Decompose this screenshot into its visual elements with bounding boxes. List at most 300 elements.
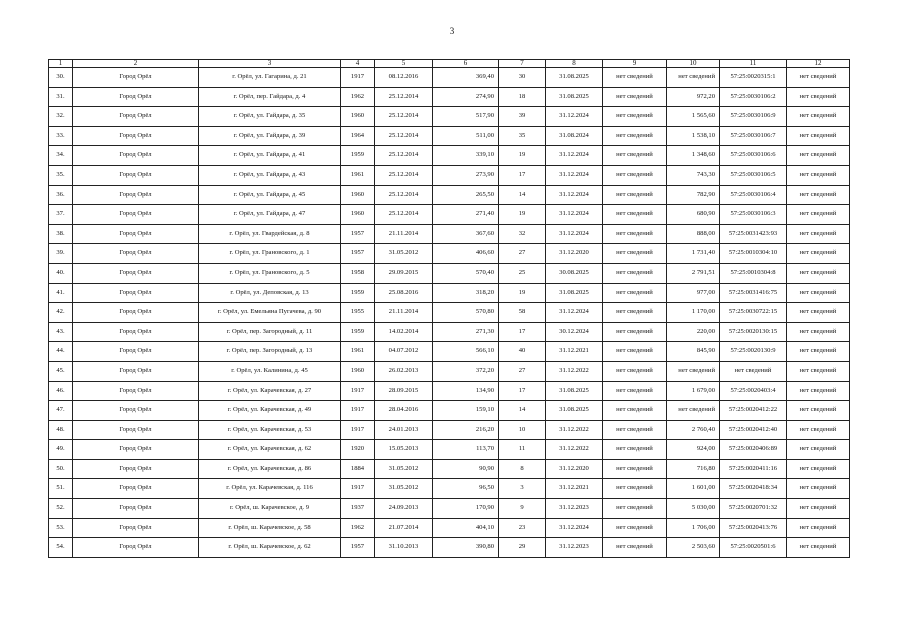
cell-deadline: 31.12.2024 [546,146,603,166]
cell-residents: 58 [499,303,546,323]
cell-address: г. Орёл, ул. Карачевская, д. 62 [199,440,341,460]
cell-info-a: нет сведений [603,342,667,362]
cell-num: 34. [49,146,73,166]
column-header-9: 9 [603,60,667,68]
cell-date: 25.12.2014 [375,126,433,146]
cell-residents: 19 [499,283,546,303]
cell-area: 159,10 [433,401,499,421]
table-row [49,87,850,107]
cell-num: 35. [49,165,73,185]
cell-num: 52. [49,499,73,519]
cell-municipality: Город Орёл [73,303,199,323]
cell-land-area: 977,00 [667,283,720,303]
cell-address: г. Орёл, ул. Гайдара, д. 45 [199,185,341,205]
cell-municipality: Город Орёл [73,185,199,205]
cell-land-area: 2 791,51 [667,263,720,283]
cell-info-b: нет сведений [787,224,850,244]
cell-cadastral-number: 57:25:0020130:15 [720,322,787,342]
cell-cadastral-number: 57:25:0020412:22 [720,401,787,421]
cell-cadastral-number: 57:25:0031423:93 [720,224,787,244]
cell-deadline: 31.12.2024 [546,185,603,205]
cell-deadline: 30.08.2025 [546,263,603,283]
cell-date: 31.05.2012 [375,459,433,479]
cell-area: 372,20 [433,361,499,381]
cell-municipality: Город Орёл [73,68,199,88]
cell-info-a: нет сведений [603,440,667,460]
cell-date: 31.05.2012 [375,479,433,499]
cell-area: 369,40 [433,68,499,88]
cell-municipality: Город Орёл [73,361,199,381]
cell-deadline: 31.08.2025 [546,283,603,303]
cell-area: 511,00 [433,126,499,146]
cell-num: 48. [49,420,73,440]
cell-residents: 17 [499,165,546,185]
cell-residents: 30 [499,68,546,88]
table-row [49,538,850,558]
cell-info-b: нет сведений [787,87,850,107]
cell-land-area: нет сведений [667,401,720,421]
cell-area: 271,40 [433,205,499,225]
table-row [49,303,850,323]
cell-date: 15.05.2013 [375,440,433,460]
cell-land-area: 972,20 [667,87,720,107]
cell-num: 31. [49,87,73,107]
cell-info-b: нет сведений [787,538,850,558]
table-row [49,126,850,146]
header-row [49,60,850,68]
column-header-8: 8 [546,60,603,68]
cell-municipality: Город Орёл [73,499,199,519]
cell-residents: 40 [499,342,546,362]
cell-info-a: нет сведений [603,107,667,127]
cell-address: г. Орёл, пер. Гайдара, д. 4 [199,87,341,107]
cell-num: 37. [49,205,73,225]
table-row [49,459,850,479]
cell-municipality: Город Орёл [73,381,199,401]
cell-info-b: нет сведений [787,381,850,401]
cell-deadline: 31.12.2021 [546,479,603,499]
cell-cadastral-number: 57:25:0030106:7 [720,126,787,146]
cell-area: 265,50 [433,185,499,205]
cell-residents: 29 [499,538,546,558]
cell-info-b: нет сведений [787,401,850,421]
cell-date: 28.09.2015 [375,381,433,401]
cell-residents: 17 [499,381,546,401]
column-header-11: 11 [720,60,787,68]
cell-info-a: нет сведений [603,185,667,205]
cell-info-b: нет сведений [787,68,850,88]
cell-municipality: Город Орёл [73,107,199,127]
cell-num: 30. [49,68,73,88]
cell-address: г. Орёл, ул. Гайдара, д. 41 [199,146,341,166]
cell-municipality: Город Орёл [73,518,199,538]
cell-date: 29.09.2015 [375,263,433,283]
table-body [49,68,850,558]
table-row [49,146,850,166]
cell-deadline: 31.12.2023 [546,499,603,519]
cell-info-a: нет сведений [603,499,667,519]
cell-municipality: Город Орёл [73,342,199,362]
cell-info-a: нет сведений [603,381,667,401]
cell-info-a: нет сведений [603,538,667,558]
table-row [49,322,850,342]
cell-year-built: 1937 [341,499,375,519]
cell-address: г. Орёл, ул. Деповская, д. 13 [199,283,341,303]
cell-date: 25.12.2014 [375,87,433,107]
cell-municipality: Город Орёл [73,146,199,166]
table-row [49,381,850,401]
cell-address: г. Орёл, ул. Карачевская, д. 116 [199,479,341,499]
cell-info-b: нет сведений [787,107,850,127]
cell-land-area: 1 601,00 [667,479,720,499]
cell-deadline: 31.12.2023 [546,538,603,558]
cell-area: 318,20 [433,283,499,303]
cell-date: 14.02.2014 [375,322,433,342]
cell-info-a: нет сведений [603,322,667,342]
table-row [49,361,850,381]
cell-area: 390,80 [433,538,499,558]
cell-municipality: Город Орёл [73,244,199,264]
cell-cadastral-number: 57:25:0030106:4 [720,185,787,205]
column-header-5: 5 [375,60,433,68]
page-number: 3 [449,26,455,36]
cell-info-a: нет сведений [603,244,667,264]
table-header [49,60,850,68]
cell-address: г. Орёл, ул. Грановского, д. 1 [199,244,341,264]
cell-year-built: 1917 [341,420,375,440]
cell-land-area: 2 760,40 [667,420,720,440]
column-header-2: 2 [73,60,199,68]
cell-area: 404,10 [433,518,499,538]
table-row [49,283,850,303]
cell-num: 47. [49,401,73,421]
cell-info-b: нет сведений [787,303,850,323]
cell-land-area: 888,00 [667,224,720,244]
cell-num: 49. [49,440,73,460]
cell-cadastral-number: 57:25:0020413:76 [720,518,787,538]
cell-date: 25.12.2014 [375,185,433,205]
cell-info-a: нет сведений [603,68,667,88]
cell-year-built: 1962 [341,87,375,107]
cell-area: 134,90 [433,381,499,401]
cell-land-area: 716,80 [667,459,720,479]
table-row [49,185,850,205]
cell-info-a: нет сведений [603,479,667,499]
cell-municipality: Город Орёл [73,205,199,225]
cell-municipality: Город Орёл [73,459,199,479]
column-header-7: 7 [499,60,546,68]
cell-info-b: нет сведений [787,361,850,381]
cell-info-a: нет сведений [603,126,667,146]
cell-num: 42. [49,303,73,323]
cell-deadline: 31.12.2024 [546,107,603,127]
cell-cadastral-number: 57:25:0020501:6 [720,538,787,558]
cell-cadastral-number: 57:25:0020130:9 [720,342,787,362]
cell-area: 216,20 [433,420,499,440]
cell-land-area: 743,30 [667,165,720,185]
cell-address: г. Орёл, ул. Карачевская, д. 86 [199,459,341,479]
cell-residents: 11 [499,440,546,460]
cell-year-built: 1957 [341,538,375,558]
table-row [49,224,850,244]
cell-deadline: 31.12.2024 [546,224,603,244]
cell-address: г. Орёл, ул. Гайдара, д. 47 [199,205,341,225]
cell-deadline: 31.12.2020 [546,459,603,479]
cell-info-a: нет сведений [603,303,667,323]
cell-date: 25.12.2014 [375,205,433,225]
cell-deadline: 31.12.2024 [546,205,603,225]
cell-info-a: нет сведений [603,401,667,421]
cell-info-b: нет сведений [787,440,850,460]
table-row [49,401,850,421]
cell-residents: 10 [499,420,546,440]
cell-deadline: 30.12.2024 [546,322,603,342]
cell-deadline: 31.12.2022 [546,361,603,381]
cell-info-b: нет сведений [787,126,850,146]
cell-date: 24.01.2013 [375,420,433,440]
cell-info-b: нет сведений [787,185,850,205]
cell-land-area: 1 565,60 [667,107,720,127]
column-header-1: 1 [49,60,73,68]
cell-date: 21.07.2014 [375,518,433,538]
cell-area: 90,90 [433,459,499,479]
cell-deadline: 31.08.2024 [546,126,603,146]
cell-address: г. Орёл, ул. Карачевская, д. 27 [199,381,341,401]
cell-municipality: Город Орёл [73,479,199,499]
table-row [49,107,850,127]
cell-info-b: нет сведений [787,322,850,342]
cell-land-area: 680,90 [667,205,720,225]
cell-cadastral-number: 57:25:0010304:10 [720,244,787,264]
cell-residents: 32 [499,224,546,244]
cell-land-area: 782,90 [667,185,720,205]
cell-num: 38. [49,224,73,244]
cell-land-area: 1 679,00 [667,381,720,401]
cell-num: 40. [49,263,73,283]
cell-residents: 27 [499,361,546,381]
table-row [49,479,850,499]
cell-year-built: 1964 [341,126,375,146]
cell-area: 367,60 [433,224,499,244]
cell-date: 25.12.2014 [375,165,433,185]
cell-municipality: Город Орёл [73,224,199,244]
cell-residents: 39 [499,107,546,127]
cell-deadline: 31.12.2024 [546,518,603,538]
cell-date: 08.12.2016 [375,68,433,88]
cell-cadastral-number: 57:25:0031416:75 [720,283,787,303]
cell-address: г. Орёл, ул. Емельяна Пугачева, д. 90 [199,303,341,323]
cell-land-area: 2 503,60 [667,538,720,558]
cell-area: 339,10 [433,146,499,166]
cell-deadline: 31.12.2021 [546,342,603,362]
cell-date: 24.09.2013 [375,499,433,519]
cell-residents: 3 [499,479,546,499]
cell-year-built: 1961 [341,342,375,362]
cell-land-area: 1 348,60 [667,146,720,166]
cell-num: 43. [49,322,73,342]
cell-info-b: нет сведений [787,283,850,303]
cell-cadastral-number: 57:25:0020406:89 [720,440,787,460]
cell-cadastral-number: 57:25:0020701:32 [720,499,787,519]
cell-info-a: нет сведений [603,224,667,244]
column-header-12: 12 [787,60,850,68]
cell-area: 96,50 [433,479,499,499]
cell-info-a: нет сведений [603,263,667,283]
cell-date: 04.07.2012 [375,342,433,362]
cell-area: 170,90 [433,499,499,519]
cell-area: 113,70 [433,440,499,460]
cell-address: г. Орёл, ул. Гвардейская, д. 8 [199,224,341,244]
cell-residents: 18 [499,87,546,107]
cell-residents: 19 [499,146,546,166]
cell-municipality: Город Орёл [73,420,199,440]
cell-year-built: 1959 [341,322,375,342]
cell-deadline: 31.12.2024 [546,303,603,323]
cell-address: г. Орёл, ул. Грановского, д. 5 [199,263,341,283]
cell-info-b: нет сведений [787,263,850,283]
cell-cadastral-number: 57:25:0030106:6 [720,146,787,166]
cell-land-area: 5 030,00 [667,499,720,519]
cell-year-built: 1957 [341,244,375,264]
cell-num: 45. [49,361,73,381]
cell-municipality: Город Орёл [73,165,199,185]
cell-info-b: нет сведений [787,459,850,479]
cell-date: 26.02.2013 [375,361,433,381]
cell-num: 54. [49,538,73,558]
cell-address: г. Орёл, пер. Загородный, д. 13 [199,342,341,362]
cell-land-area: 220,00 [667,322,720,342]
cell-residents: 27 [499,244,546,264]
cell-residents: 9 [499,499,546,519]
cell-info-a: нет сведений [603,283,667,303]
cell-year-built: 1959 [341,146,375,166]
column-header-4: 4 [341,60,375,68]
cell-address: г. Орёл, ул. Калинина, д. 45 [199,361,341,381]
cell-deadline: 31.12.2022 [546,440,603,460]
cell-num: 41. [49,283,73,303]
column-header-3: 3 [199,60,341,68]
cell-info-b: нет сведений [787,518,850,538]
cell-cadastral-number: 57:25:0020315:1 [720,68,787,88]
cell-date: 28.04.2016 [375,401,433,421]
cell-year-built: 1959 [341,283,375,303]
cell-num: 39. [49,244,73,264]
cell-land-area: нет сведений [667,361,720,381]
cell-info-a: нет сведений [603,87,667,107]
cell-info-a: нет сведений [603,205,667,225]
cell-year-built: 1917 [341,401,375,421]
cell-info-b: нет сведений [787,479,850,499]
cell-year-built: 1961 [341,165,375,185]
cell-municipality: Город Орёл [73,87,199,107]
cell-residents: 35 [499,126,546,146]
cell-info-a: нет сведений [603,420,667,440]
cell-info-b: нет сведений [787,342,850,362]
cell-year-built: 1917 [341,381,375,401]
cell-info-b: нет сведений [787,499,850,519]
cell-area: 517,90 [433,107,499,127]
table-row [49,440,850,460]
cell-deadline: 31.12.2020 [546,244,603,264]
cell-cadastral-number: нет сведений [720,361,787,381]
table-row [49,68,850,88]
cell-cadastral-number: 57:25:0030106:9 [720,107,787,127]
cell-date: 31.05.2012 [375,244,433,264]
cell-date: 25.12.2014 [375,107,433,127]
table-row [49,205,850,225]
cell-year-built: 1955 [341,303,375,323]
cell-land-area: нет сведений [667,68,720,88]
cell-area: 406,60 [433,244,499,264]
cell-num: 33. [49,126,73,146]
cell-date: 25.08.2016 [375,283,433,303]
cell-num: 44. [49,342,73,362]
cell-municipality: Город Орёл [73,440,199,460]
cell-deadline: 31.08.2025 [546,87,603,107]
cell-address: г. Орёл, ш. Карачевское, д. 58 [199,518,341,538]
cell-deadline: 31.08.2025 [546,68,603,88]
table-row [49,420,850,440]
cell-info-a: нет сведений [603,165,667,185]
cell-land-area: 1 170,00 [667,303,720,323]
cell-cadastral-number: 57:25:0020412:40 [720,420,787,440]
cell-municipality: Город Орёл [73,126,199,146]
table-row [49,342,850,362]
table-row [49,518,850,538]
cell-year-built: 1920 [341,440,375,460]
cell-year-built: 1957 [341,224,375,244]
cell-address: г. Орёл, ул. Карачевская, д. 53 [199,420,341,440]
cell-address: г. Орёл, ш. Карачевское, д. 62 [199,538,341,558]
cell-num: 46. [49,381,73,401]
cell-year-built: 1917 [341,479,375,499]
cell-residents: 8 [499,459,546,479]
cell-deadline: 31.12.2022 [546,420,603,440]
cell-info-b: нет сведений [787,205,850,225]
cell-area: 570,40 [433,263,499,283]
cell-year-built: 1960 [341,205,375,225]
cell-residents: 23 [499,518,546,538]
cell-year-built: 1917 [341,68,375,88]
table-row [49,165,850,185]
cell-info-b: нет сведений [787,146,850,166]
cell-year-built: 1960 [341,361,375,381]
cell-deadline: 31.08.2025 [546,381,603,401]
cell-address: г. Орёл, ш. Карачевское, д. 9 [199,499,341,519]
cell-land-area: 1 731,40 [667,244,720,264]
cell-land-area: 845,90 [667,342,720,362]
cell-cadastral-number: 57:25:0020403:4 [720,381,787,401]
cell-residents: 14 [499,185,546,205]
cell-num: 36. [49,185,73,205]
cell-area: 570,80 [433,303,499,323]
cell-year-built: 1962 [341,518,375,538]
cell-residents: 14 [499,401,546,421]
cell-residents: 25 [499,263,546,283]
cell-info-a: нет сведений [603,146,667,166]
cell-residents: 17 [499,322,546,342]
cell-info-a: нет сведений [603,361,667,381]
cell-num: 50. [49,459,73,479]
cell-address: г. Орёл, ул. Гайдара, д. 43 [199,165,341,185]
cell-cadastral-number: 57:25:0030106:3 [720,205,787,225]
cell-address: г. Орёл, ул. Гайдара, д. 35 [199,107,341,127]
table-row [49,263,850,283]
cell-address: г. Орёл, ул. Карачевская, д. 49 [199,401,341,421]
column-header-10: 10 [667,60,720,68]
cell-num: 32. [49,107,73,127]
cell-info-b: нет сведений [787,244,850,264]
